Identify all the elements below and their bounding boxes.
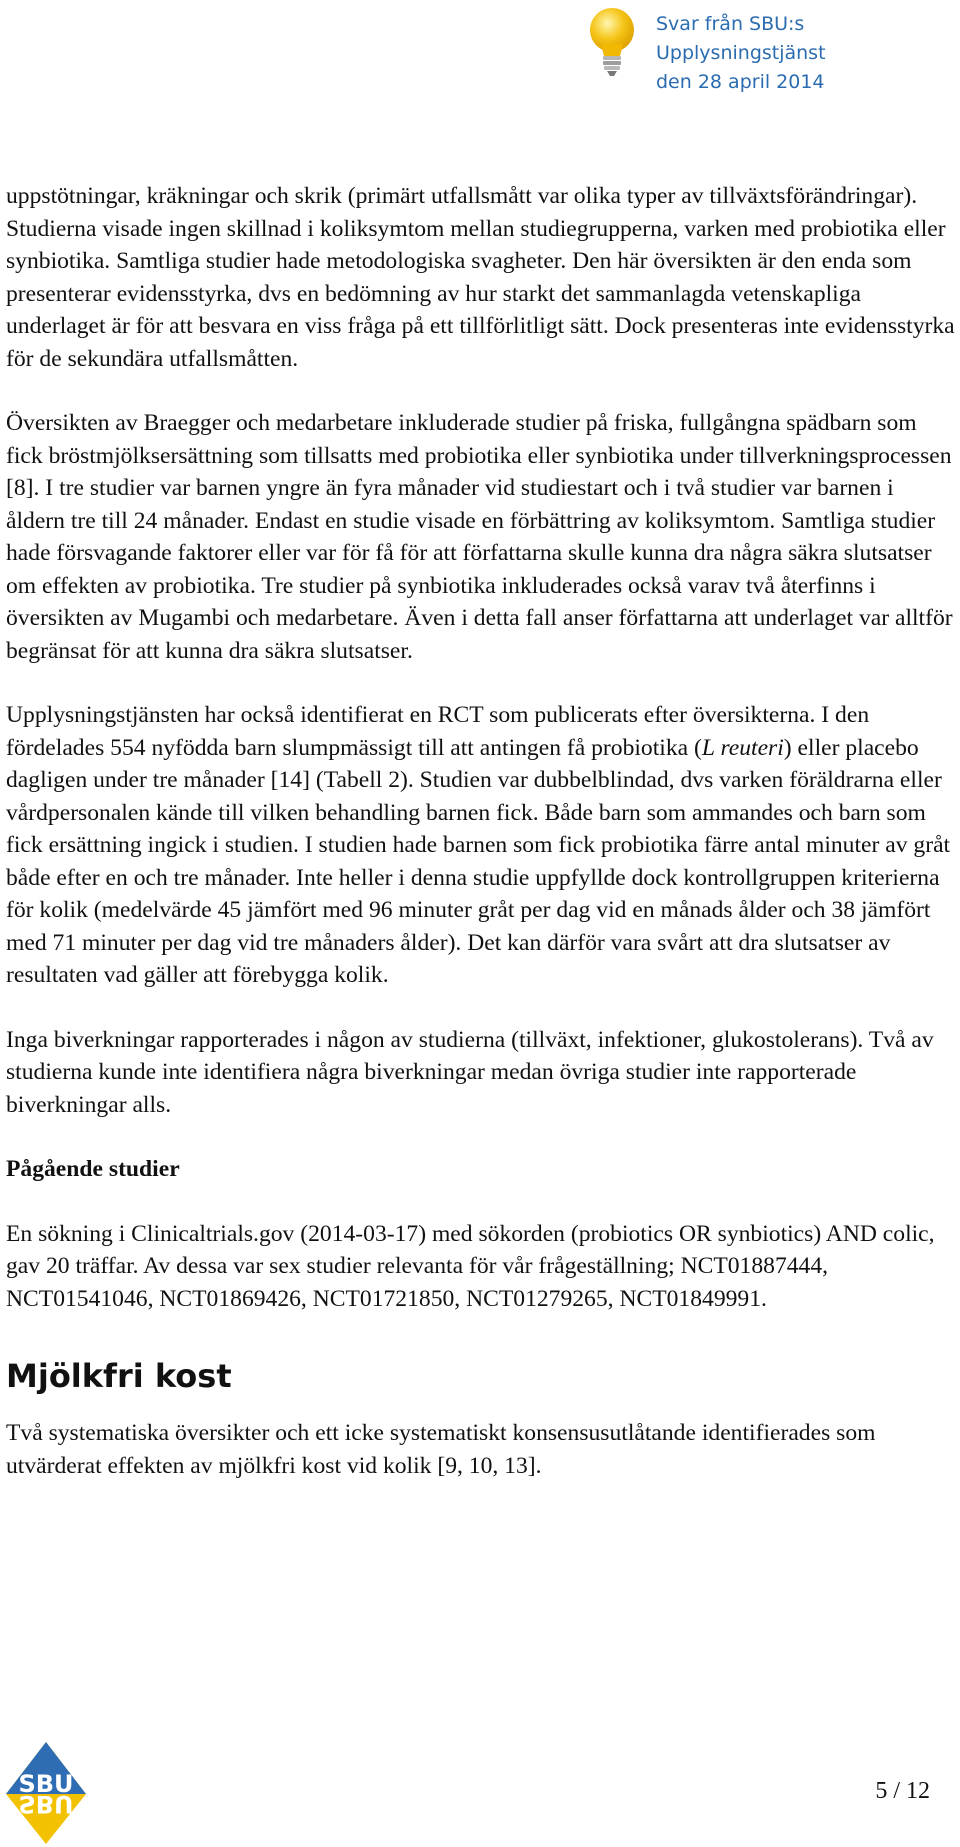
paragraph-3 (6, 699, 956, 992)
paragraph-5: En sökning i Clinicaltrials.gov (2014-03-17) med sökorden (probiotics OR synbiotics) AND colic, gav 20 träffar. Av dessa var sex studier relevanta för vår frågeställning; NCT01887444, NCT01541046, NCT01869426, NCT01721850, NCT01279265, NCT01849991. (6, 1220, 935, 1312)
logo-text-top: SBU (18, 1770, 74, 1798)
header-date: den 28 april 2014 (656, 71, 825, 93)
header-org: Svar från SBU:s Upplysningstjänst (656, 13, 826, 64)
page-number: 5 / 12 (875, 1778, 930, 1804)
paragraph-1: uppstötningar, kräkningar och skrik (primärt utfallsmått var olika typer av tillväxtsförändringar). Studierna visade ingen skillnad i koliksymtom mellan studiegrupperna, varken med probiotika eller synbiotika. Samtliga studier hade metodologiska svagheter. Den här översikten är den enda som presenterar evidensstyrka, dvs en bedömning av hur starkt det sammanlagda vetenskapliga underlaget är för att besvara en viss fråga på ett tillförlitligt sätt. Dock presenteras inte evidensstyrka för de sekundära utfallsmåtten. (6, 183, 955, 372)
page-header (560, 0, 960, 93)
paragraph-3-part-a: Upplysningstjänsten har också identifierat en RCT som publicerats efter översikterna. I den fördelades 554 nyfödda barn slumpmässigt till att antingen få probiotika ( (6, 702, 870, 761)
paragraph-6: Två systematiska översikter och ett icke systematiskt konsensusutlåtande identifierades som utvärderat effekten av mjölkfri kost vid kolik [9, 10, 13]. (6, 1420, 876, 1479)
main-content (6, 180, 956, 1514)
paragraph-3-part-b: ) eller placebo dagligen under tre månader [14] (Tabell 2). Studien var dubbelblindad, dvs varken föräldrarna eller vårdpersonalen kände till vilken behandling barnen fick. Både barn som ammandes och barn som fick ersättning ingick i studien. I studien hade barnen som fick probiotika färre antal minuter av gråt både efter en och tre månader. Inte heller i denna studie uppfyllde dock kontrollgruppen kriterierna för kolik (medelvärde 45 jämfört med 96 minuter gråt per dag vid en månads ålder och 38 jämfört med 71 minuter per dag vid tre månaders ålder). Det kan därför vara svårt att dra slutsatser av resultaten vad gäller att förebygga kolik. (6, 734, 951, 988)
logo-text-bottom: SBU (18, 1790, 74, 1818)
sbu-logo (4, 1740, 88, 1845)
header-text (656, 10, 960, 97)
section-heading: Mjölkfri kost (6, 1357, 232, 1395)
paragraph-2: Översikten av Braegger och medarbetare inkluderade studier på friska, fullgångna spädbarn som fick bröstmjölksersättning som tillsatts med probiotika eller synbiotika under tillverkningsprocessen [8]. I tre studier var barnen yngre än fyra månader vid studiestart och i två studier var barnen i åldern tre till 24 månader. Endast en studie visade en förbättring av koliksymtom. Samtliga studier hade försvagande faktorer eller var för få för att författarna skulle kunna dra några säkra slutsatser om effekten av probiotika. Tre studier på synbiotika inkluderades också varav två återfinns i översikten av Mugambi och medarbetare. Även i detta fall anser författarna att underlaget var alltför begränsat för att kunna dra säkra slutsatser. (6, 410, 953, 664)
paragraph-4: Inga biverkningar rapporterades i någon av studierna (tillväxt, infektioner, glukostolerans). Två av studierna kunde inte identifiera några biverkningar medan övriga studier inte rapporterade biverkningar alls. (6, 1026, 934, 1118)
species-name: L reuteri (701, 734, 784, 761)
section-subheading: Pågående studier (6, 1156, 180, 1182)
lightbulb-icon (582, 6, 642, 78)
